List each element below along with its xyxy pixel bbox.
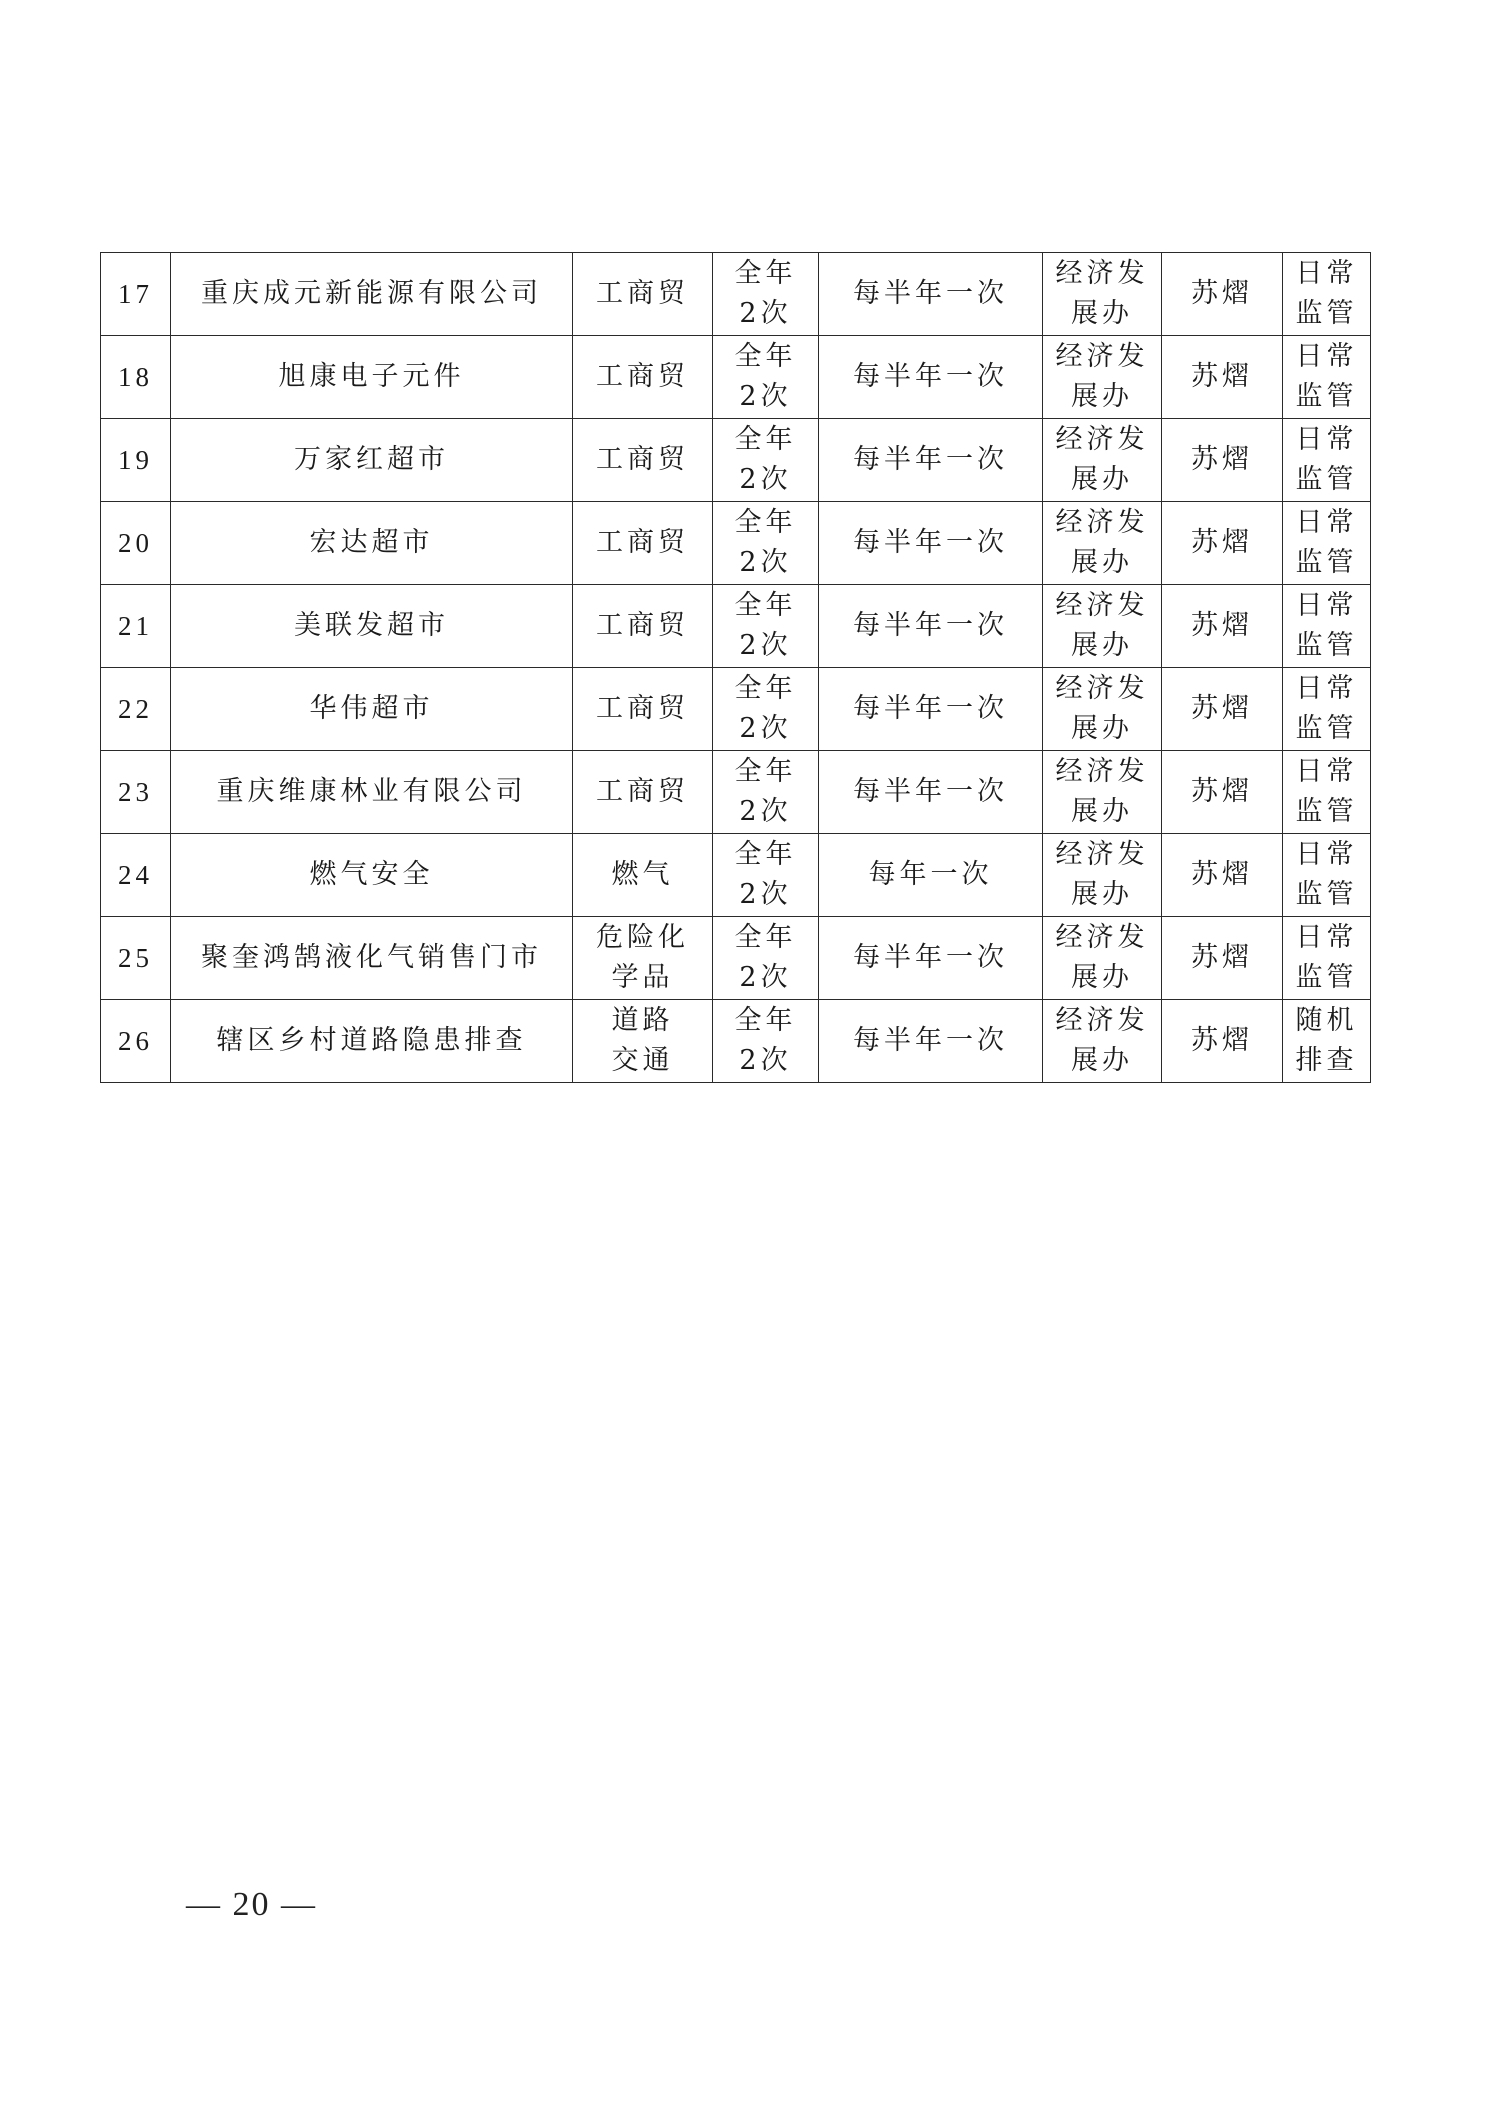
cell-times [713, 336, 819, 419]
cell-responsible-person: 苏熠 [1162, 502, 1283, 585]
cell-responsible-person: 苏熠 [1162, 751, 1283, 834]
cell-responsible-person: 苏熠 [1162, 834, 1283, 917]
cell-number: 26 [101, 1000, 171, 1083]
cell-department [1043, 419, 1162, 502]
cell-unit-name: 美联发超市 [171, 585, 573, 668]
table-row [101, 834, 1371, 917]
cell-number: 22 [101, 668, 171, 751]
page-number: — 20 — [186, 1886, 317, 1923]
cell-responsible-person: 苏熠 [1162, 419, 1283, 502]
cell-number: 18 [101, 336, 171, 419]
cell-category [573, 917, 713, 1000]
cell-unit-name: 辖区乡村道路隐患排查 [171, 1000, 573, 1083]
cell-department [1043, 917, 1162, 1000]
cell-times-line: 全年 [734, 839, 797, 870]
cell-method-line: 日常 [1295, 258, 1358, 289]
cell-method-line: 监管 [1295, 879, 1358, 910]
cell-method-line: 日常 [1295, 673, 1358, 704]
cell-times [713, 585, 819, 668]
table-row [101, 585, 1371, 668]
table-body [101, 253, 1371, 1083]
cell-unit-name: 重庆维康林业有限公司 [171, 751, 573, 834]
cell-category [573, 419, 713, 502]
cell-category-line: 交通 [611, 1045, 674, 1076]
cell-category [573, 253, 713, 336]
table-row [101, 502, 1371, 585]
cell-method-line: 随机 [1295, 1005, 1358, 1036]
cell-times-line: 2次 [739, 381, 792, 412]
cell-category [573, 751, 713, 834]
cell-responsible-person: 苏熠 [1162, 336, 1283, 419]
cell-category-line: 工商贸 [596, 776, 689, 807]
cell-department-line: 经济发 [1055, 341, 1149, 372]
cell-times [713, 1000, 819, 1083]
cell-department-line: 展办 [1071, 547, 1133, 578]
cell-method-line: 监管 [1295, 381, 1358, 412]
cell-department-line: 展办 [1071, 298, 1133, 329]
cell-department-line: 展办 [1071, 879, 1133, 910]
cell-times-line: 全年 [734, 922, 797, 953]
cell-method-line: 日常 [1295, 507, 1358, 538]
cell-responsible-person: 苏熠 [1162, 585, 1283, 668]
table-row [101, 751, 1371, 834]
cell-department-line: 经济发 [1055, 673, 1149, 704]
cell-department [1043, 1000, 1162, 1083]
cell-times [713, 751, 819, 834]
cell-category-line: 工商贸 [596, 444, 689, 475]
cell-method-line: 监管 [1295, 713, 1358, 744]
cell-category [573, 585, 713, 668]
cell-category-line: 道路 [611, 1005, 674, 1036]
cell-category-line: 工商贸 [596, 361, 689, 392]
cell-category-line: 工商贸 [596, 693, 689, 724]
cell-department [1043, 336, 1162, 419]
cell-method-line: 监管 [1295, 796, 1358, 827]
cell-unit-name: 旭康电子元件 [171, 336, 573, 419]
cell-times-line: 2次 [739, 298, 792, 329]
cell-department [1043, 502, 1162, 585]
cell-times-line: 全年 [734, 756, 797, 787]
cell-method [1283, 502, 1371, 585]
table-row [101, 253, 1371, 336]
cell-times-line: 2次 [739, 630, 792, 661]
cell-category-line: 工商贸 [596, 527, 689, 558]
cell-department-line: 经济发 [1055, 507, 1149, 538]
cell-times-line: 全年 [734, 424, 797, 455]
cell-frequency: 每年一次 [819, 834, 1043, 917]
cell-method-line: 日常 [1295, 341, 1358, 372]
cell-times-line: 2次 [739, 547, 792, 578]
cell-method-line: 排查 [1295, 1045, 1358, 1076]
cell-frequency: 每半年一次 [819, 1000, 1043, 1083]
cell-number: 23 [101, 751, 171, 834]
cell-method [1283, 253, 1371, 336]
cell-frequency: 每半年一次 [819, 502, 1043, 585]
cell-number: 24 [101, 834, 171, 917]
cell-method [1283, 585, 1371, 668]
cell-responsible-person: 苏熠 [1162, 1000, 1283, 1083]
cell-responsible-person: 苏熠 [1162, 917, 1283, 1000]
cell-department [1043, 668, 1162, 751]
cell-number: 19 [101, 419, 171, 502]
cell-times-line: 2次 [739, 879, 792, 910]
table-row [101, 1000, 1371, 1083]
cell-method-line: 日常 [1295, 424, 1358, 455]
cell-unit-name: 聚奎鸿鹄液化气销售门市 [171, 917, 573, 1000]
cell-number: 21 [101, 585, 171, 668]
cell-department-line: 经济发 [1055, 922, 1149, 953]
cell-unit-name: 华伟超市 [171, 668, 573, 751]
cell-method-line: 日常 [1295, 756, 1358, 787]
cell-responsible-person: 苏熠 [1162, 253, 1283, 336]
cell-department [1043, 751, 1162, 834]
cell-department-line: 展办 [1071, 713, 1133, 744]
cell-method [1283, 751, 1371, 834]
cell-method-line: 监管 [1295, 547, 1358, 578]
cell-frequency: 每半年一次 [819, 917, 1043, 1000]
cell-department-line: 经济发 [1055, 756, 1149, 787]
cell-method-line: 日常 [1295, 839, 1358, 870]
cell-frequency: 每半年一次 [819, 419, 1043, 502]
cell-times-line: 2次 [739, 1045, 792, 1076]
cell-number: 25 [101, 917, 171, 1000]
cell-department-line: 经济发 [1055, 590, 1149, 621]
cell-method [1283, 834, 1371, 917]
cell-method-line: 监管 [1295, 630, 1358, 661]
cell-times-line: 全年 [734, 341, 797, 372]
cell-method [1283, 419, 1371, 502]
cell-method [1283, 1000, 1371, 1083]
cell-times-line: 2次 [739, 464, 792, 495]
cell-method [1283, 668, 1371, 751]
cell-category-line: 危险化 [596, 922, 689, 953]
table-row [101, 336, 1371, 419]
cell-times [713, 253, 819, 336]
cell-department-line: 展办 [1071, 630, 1133, 661]
cell-responsible-person: 苏熠 [1162, 668, 1283, 751]
cell-times-line: 全年 [734, 673, 797, 704]
table-row [101, 917, 1371, 1000]
cell-department [1043, 834, 1162, 917]
cell-times-line: 全年 [734, 507, 797, 538]
cell-category [573, 502, 713, 585]
cell-times [713, 502, 819, 585]
cell-times [713, 917, 819, 1000]
cell-department-line: 经济发 [1055, 839, 1149, 870]
cell-unit-name: 重庆成元新能源有限公司 [171, 253, 573, 336]
cell-department-line: 展办 [1071, 962, 1133, 993]
cell-department [1043, 253, 1162, 336]
cell-method [1283, 336, 1371, 419]
cell-times [713, 668, 819, 751]
cell-number: 20 [101, 502, 171, 585]
cell-category [573, 834, 713, 917]
cell-department-line: 展办 [1071, 1045, 1133, 1076]
cell-unit-name: 宏达超市 [171, 502, 573, 585]
cell-frequency: 每半年一次 [819, 751, 1043, 834]
cell-category-line: 燃气 [611, 859, 674, 890]
cell-department-line: 展办 [1071, 381, 1133, 412]
cell-method-line: 监管 [1295, 464, 1358, 495]
cell-times-line: 2次 [739, 796, 792, 827]
cell-times [713, 834, 819, 917]
cell-method-line: 日常 [1295, 922, 1358, 953]
cell-times-line: 2次 [739, 962, 792, 993]
cell-department-line: 经济发 [1055, 258, 1149, 289]
cell-department-line: 经济发 [1055, 424, 1149, 455]
cell-times-line: 全年 [734, 590, 797, 621]
cell-category [573, 668, 713, 751]
cell-frequency: 每半年一次 [819, 336, 1043, 419]
inspection-schedule-table [100, 252, 1371, 1083]
cell-times-line: 全年 [734, 258, 797, 289]
cell-category-line: 学品 [611, 962, 674, 993]
cell-times [713, 419, 819, 502]
cell-category-line: 工商贸 [596, 610, 689, 641]
cell-category [573, 336, 713, 419]
cell-method-line: 日常 [1295, 590, 1358, 621]
cell-times-line: 2次 [739, 713, 792, 744]
cell-category-line: 工商贸 [596, 278, 689, 309]
cell-department [1043, 585, 1162, 668]
cell-frequency: 每半年一次 [819, 585, 1043, 668]
cell-method-line: 监管 [1295, 962, 1358, 993]
cell-frequency: 每半年一次 [819, 253, 1043, 336]
cell-department-line: 经济发 [1055, 1005, 1149, 1036]
cell-method-line: 监管 [1295, 298, 1358, 329]
cell-department-line: 展办 [1071, 796, 1133, 827]
cell-times-line: 全年 [734, 1005, 797, 1036]
cell-method [1283, 917, 1371, 1000]
cell-department-line: 展办 [1071, 464, 1133, 495]
cell-category [573, 1000, 713, 1083]
table-row [101, 668, 1371, 751]
cell-unit-name: 燃气安全 [171, 834, 573, 917]
cell-unit-name: 万家红超市 [171, 419, 573, 502]
cell-number: 17 [101, 253, 171, 336]
cell-frequency: 每半年一次 [819, 668, 1043, 751]
table-row [101, 419, 1371, 502]
